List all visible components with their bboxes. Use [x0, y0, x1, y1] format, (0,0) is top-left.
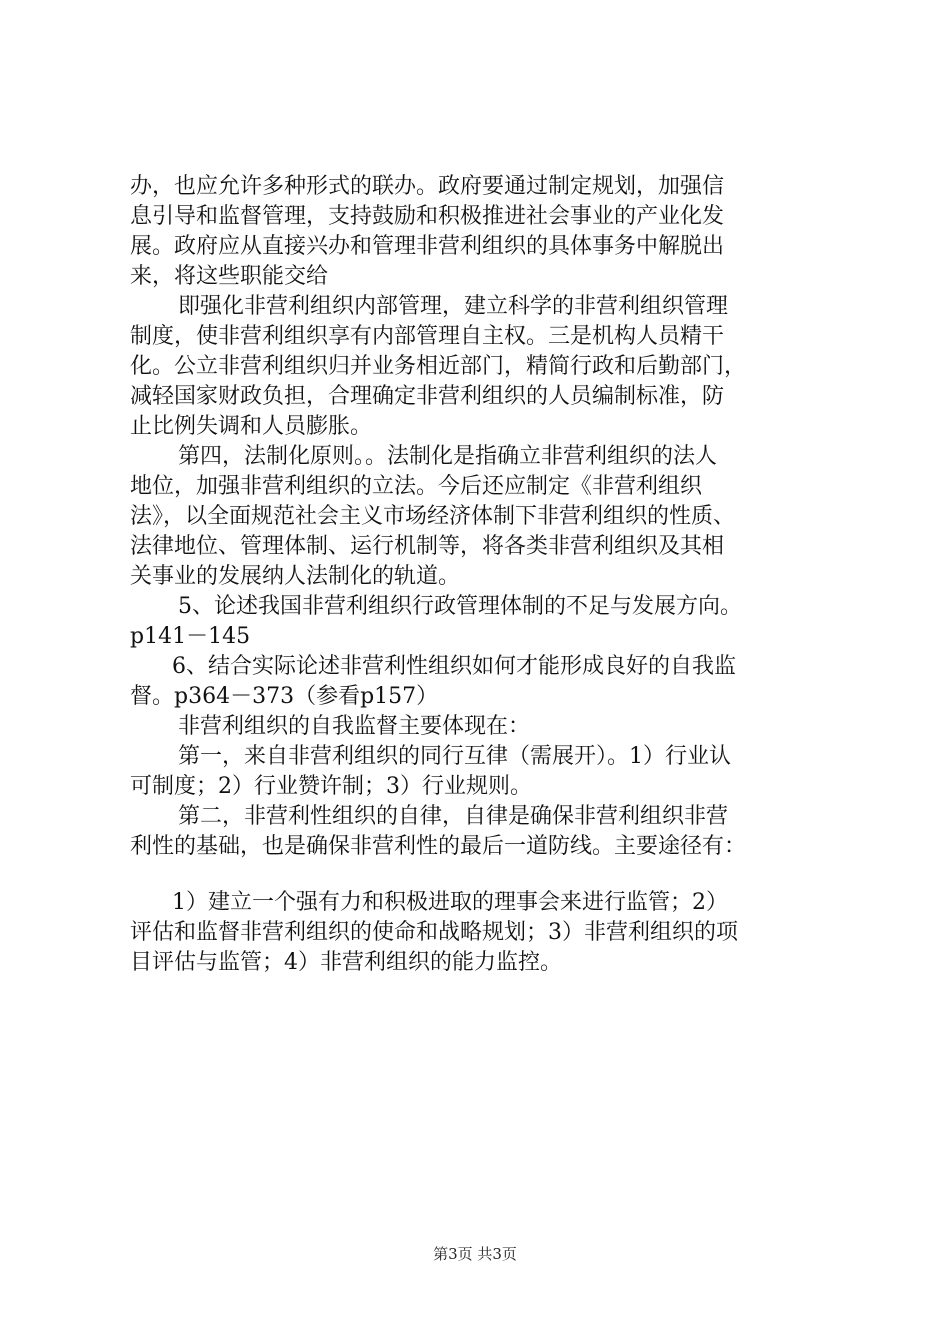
- text-line: 法律地位、管理体制、运行机制等，将各类非营利组织及其相: [130, 534, 725, 559]
- text-line: 第二，非营利性组织的自律，自律是确保非营利组织非营: [178, 804, 729, 829]
- text-line: 可制度；2）行业赞许制；3）行业规则。: [130, 774, 532, 799]
- text-line: 办，也应允许多种形式的联办。政府要通过制定规划，加强信: [130, 174, 725, 199]
- text-line: 6、结合实际论述非营利性组织如何才能形成良好的自我监: [172, 654, 736, 679]
- text-line: 评估和监督非营利组织的使命和战略规划；3）非营利组织的项: [130, 920, 738, 945]
- text-line: 来，将这些职能交给: [130, 264, 329, 289]
- text-line: 督。p364－373（参看p157）: [130, 684, 439, 709]
- text-line: 利性的基础，也是确保非营利性的最后一道防线。主要途径有：: [130, 834, 747, 859]
- document-body: [130, 172, 830, 978]
- text-line: 关事业的发展纳人法制化的轨道。: [130, 564, 461, 589]
- text-line: 息引导和监督管理，支持鼓励和积极推进社会事业的产业化发: [130, 204, 725, 229]
- text-line: 第四，法制化原则。。法制化是指确立非营利组织的法人: [178, 444, 718, 469]
- text-line: 法》，以全面规范社会主义市场经济体制下非营利组织的性质、: [130, 504, 736, 529]
- text-line: 减轻国家财政负担，合理确定非营利组织的人员编制标准，防: [130, 384, 725, 409]
- text-line: 第一，来自非营利组织的同行互律（需展开）。1）行业认: [178, 744, 731, 769]
- text-line: 即强化非营利组织内部管理，建立科学的非营利组织管理: [178, 294, 729, 319]
- text-line: 非营利组织的自我监督主要体现在：: [178, 714, 531, 739]
- text-line: p141－145: [130, 624, 251, 649]
- text-line: 化。公立非营利组织归并业务相近部门，精简行政和后勤部门，: [130, 354, 747, 379]
- text-line: 地位，加强非营利组织的立法。今后还应制定《非营利组织: [130, 474, 703, 499]
- page-footer: 第3页 共3页: [433, 1245, 517, 1263]
- text-line: 1）建立一个强有力和积极进取的理事会来进行监管；2）: [172, 890, 728, 915]
- text-line: 止比例失调和人员膨胀。: [130, 414, 373, 439]
- text-line: 展。政府应从直接兴办和管理非营利组织的具体事务中解脱出: [130, 234, 725, 259]
- text-line: 5、论述我国非营利组织行政管理体制的不足与发展方向。: [178, 594, 742, 619]
- text-line: 制度，使非营利组织享有内部管理自主权。三是机构人员精干: [130, 324, 725, 349]
- paragraph-gap: [130, 862, 830, 888]
- text-line: 目评估与监管；4）非营利组织的能力监控。: [130, 950, 562, 975]
